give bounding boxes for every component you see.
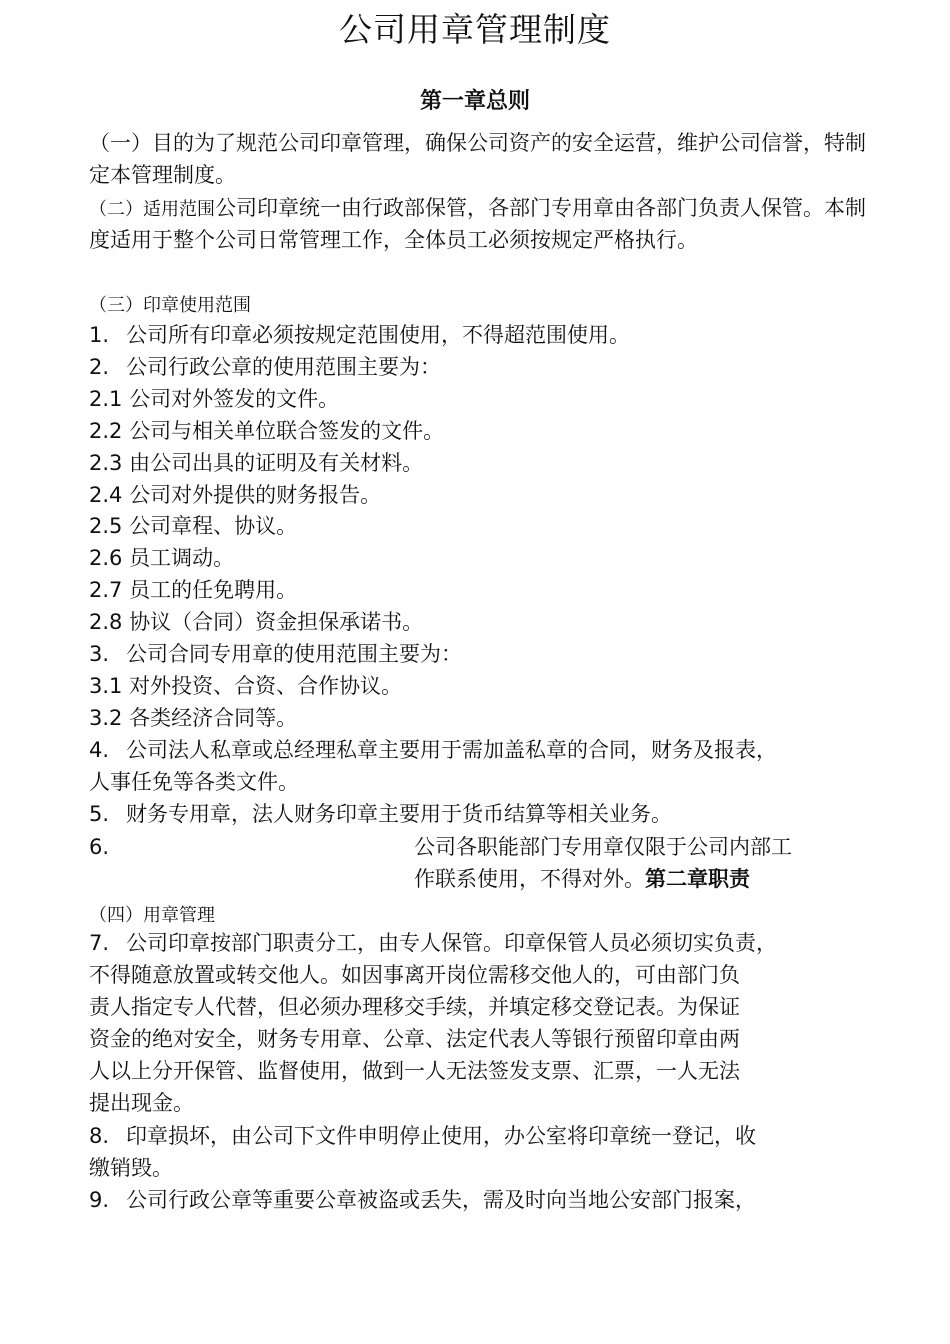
item-5-num: 5. bbox=[89, 802, 110, 826]
item-9-text: 公司行政公章等重要公章被盗或丢失，需及时向当地公安部门报案， bbox=[126, 1188, 756, 1212]
list-item-num: 1. bbox=[89, 323, 110, 347]
item-7-line-5: 人以上分开保管、监督使用，做到一人无法签发支票、汇票，一人无法 bbox=[89, 1058, 740, 1083]
item-5 bbox=[89, 799, 869, 831]
item-5-line bbox=[89, 799, 869, 831]
chapter-2-heading: 第二章职责 bbox=[645, 867, 750, 891]
section-4-heading bbox=[89, 903, 869, 929]
para-purpose bbox=[89, 128, 869, 191]
list-item-text: 2.1 公司对外签发的文件。 bbox=[89, 386, 340, 411]
list-item-text: 公司行政公章的使用范围主要为： bbox=[126, 354, 441, 379]
usage-list bbox=[89, 320, 869, 735]
chapter-1-heading: 第一章总则 bbox=[419, 89, 530, 114]
item-7 bbox=[89, 928, 869, 1119]
item-8-line-1 bbox=[89, 1121, 869, 1153]
list-item bbox=[89, 703, 869, 735]
list-item-text: 3.1 对外投资、合资、合作协议。 bbox=[89, 673, 403, 698]
list-item-num: 3. bbox=[89, 642, 110, 667]
item-7-line-4: 资金的绝对安全，财务专用章、公章、法定代表人等银行预留印章由两 bbox=[89, 1026, 740, 1051]
list-item-text: 2.7 员工的任免聘用。 bbox=[89, 578, 298, 603]
para-purpose-text: （一）目的为了规范公司印章管理，确保公司资产的安全运营，维护公司信誉，特制定本管理制度。 bbox=[89, 131, 866, 187]
item-4-num: 4. bbox=[89, 738, 110, 762]
section-3-text: （三）印章使用范围 bbox=[89, 295, 251, 316]
list-item-text: 公司所有印章必须按规定范围使用，不得超范围使用。 bbox=[126, 323, 630, 347]
item-6-text-2: 作联系使用，不得对外。 bbox=[414, 867, 645, 891]
item-6-line-1: 公司各职能部门专用章仅限于公司内部工 bbox=[414, 835, 792, 859]
list-item bbox=[89, 352, 869, 384]
item-9-line bbox=[89, 1185, 869, 1217]
item-7-line-6: 提出现金。 bbox=[89, 1090, 194, 1115]
section-4-text: （四）用章管理 bbox=[89, 905, 215, 926]
item-8-text-1: 印章损坏，由公司下文件申明停止使用，办公室将印章统一登记，收 bbox=[126, 1124, 756, 1148]
item-8-num: 8. bbox=[89, 1124, 110, 1148]
para-scope-text bbox=[89, 193, 869, 256]
item-6-text bbox=[414, 831, 864, 895]
list-item-text: 2.3 由公司出具的证明及有关材料。 bbox=[89, 450, 424, 475]
list-item-text: 2.2 公司与相关单位联合签发的文件。 bbox=[89, 418, 445, 443]
list-item-text: 2.5 公司章程、协议。 bbox=[89, 514, 298, 539]
item-9 bbox=[89, 1185, 869, 1217]
item-7-line-2: 不得随意放置或转交他人。如因事离开岗位需移交他人的，可由部门负 bbox=[89, 962, 740, 987]
list-item-text: 2.4 公司对外提供的财务报告。 bbox=[89, 482, 382, 507]
list-item-num: 2. bbox=[89, 354, 110, 379]
item-8-line-2: 缴销毁。 bbox=[89, 1155, 173, 1180]
item-9-num: 9. bbox=[89, 1188, 110, 1212]
list-item bbox=[89, 416, 869, 448]
list-item bbox=[89, 607, 869, 639]
list-item bbox=[89, 480, 869, 512]
item-5-text: 财务专用章，法人财务印章主要用于货币结算等相关业务。 bbox=[126, 802, 672, 826]
item-4-line-1 bbox=[89, 735, 869, 767]
list-item bbox=[89, 448, 869, 480]
item-7-text-1: 公司印章按部门职责分工，由专人保管。印章保管人员必须切实负责， bbox=[126, 931, 777, 955]
list-item bbox=[89, 575, 869, 607]
item-4-line-2: 人事任免等各类文件。 bbox=[89, 769, 299, 794]
list-item bbox=[89, 511, 869, 543]
list-item-text: 2.8 协议（合同）资金担保承诺书。 bbox=[89, 610, 424, 635]
list-item bbox=[89, 543, 869, 575]
item-4 bbox=[89, 735, 869, 799]
list-item bbox=[89, 320, 869, 352]
item-4-text-1: 公司法人私章或总经理私章主要用于需加盖私章的合同，财务及报表， bbox=[126, 738, 777, 762]
list-item bbox=[89, 671, 869, 703]
item-6-num: 6. bbox=[89, 835, 110, 859]
document-title: 公司用章管理制度 bbox=[339, 10, 611, 49]
item-6-line-2 bbox=[414, 863, 864, 895]
section-3-heading bbox=[89, 293, 869, 319]
list-item bbox=[89, 384, 869, 416]
list-item-text: 公司合同专用章的使用范围主要为： bbox=[126, 642, 462, 667]
item-7-line-3: 责人指定专人代替，但必须办理移交手续，并填定移交登记表。为保证 bbox=[89, 994, 740, 1019]
list-item-text: 2.6 员工调动。 bbox=[89, 546, 235, 571]
list-item bbox=[89, 639, 869, 671]
para-scope-lead: （二）适用范围 bbox=[89, 199, 215, 220]
para-scope-rest: 公司印章统一由行政部保管，各部门专用章由各部门负责人保管。本制度适用于整个公司日常管理工作，全体员工必须按规定严格执行。 bbox=[89, 196, 866, 252]
item-8 bbox=[89, 1121, 869, 1185]
list-item-text: 3.2 各类经济合同等。 bbox=[89, 705, 298, 730]
para-scope bbox=[89, 193, 869, 256]
item-7-num: 7. bbox=[89, 931, 110, 955]
item-7-line-1 bbox=[89, 928, 869, 960]
